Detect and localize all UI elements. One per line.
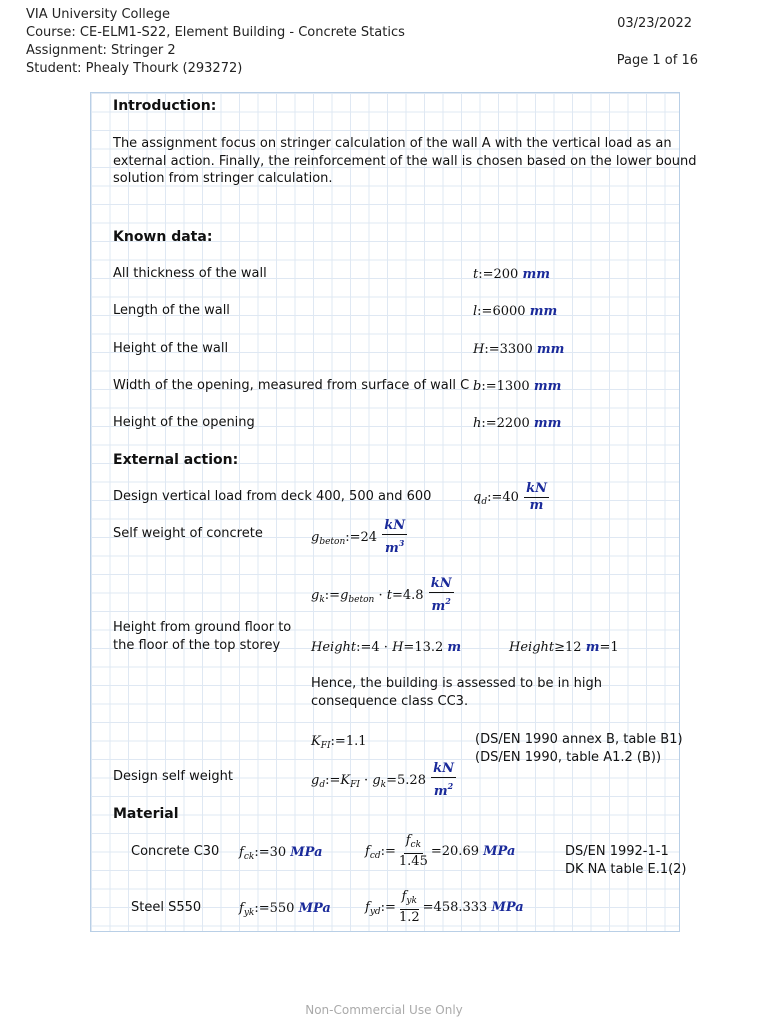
date: 03/23/2022 bbox=[617, 16, 692, 31]
external-heading: External action: bbox=[113, 452, 239, 468]
kfi-equation: $K_{FI}:=1.1$ bbox=[311, 734, 367, 751]
worksheet bbox=[90, 92, 697, 932]
kfi-ref-1: (DS/EN 1990 annex B, table B1) bbox=[475, 732, 683, 747]
document-header bbox=[26, 6, 405, 78]
steel-label: Steel S550 bbox=[131, 900, 202, 915]
known-label-thickness: All thickness of the wall bbox=[113, 266, 267, 281]
fck-equation: $f_{ck}:=30$ MPa bbox=[239, 845, 323, 862]
fcd-equation: $f_{cd}:=$ $\frac{f_{ck}}{1.45}$ =20.69 MPa bbox=[365, 833, 516, 869]
intro-heading: Introduction: bbox=[113, 98, 217, 114]
qd-label: Design vertical load from deck 400, 500 and 600 bbox=[113, 489, 432, 504]
known-eq-opening-height: h:=2200 mm bbox=[473, 416, 562, 431]
height-check: Height≥12 m=1 bbox=[509, 640, 619, 655]
intro-line-3: solution from stringer calculation. bbox=[113, 171, 333, 186]
gbeton-label: Self weight of concrete bbox=[113, 526, 263, 541]
height-label-1: Height from ground floor to bbox=[113, 620, 292, 635]
material-heading: Material bbox=[113, 806, 179, 822]
student: Student: Phealy Thourk (293272) bbox=[26, 61, 243, 76]
gd-equation: $g_d:=K_{FI} \cdot g_k=5.28$ $\frac{kN}{m^2}$ bbox=[311, 761, 454, 799]
course: Course: CE-ELM1-S22, Element Building - Concrete Statics bbox=[26, 25, 405, 40]
intro-line-1: The assignment focus on stringer calculation of the wall A with the vertical load as an bbox=[113, 136, 672, 151]
footer-watermark: Non-Commercial Use Only bbox=[305, 1003, 463, 1017]
qd-equation: $q_d:=40$ $\frac{kN}{m}$ bbox=[473, 481, 547, 513]
cc-line-2: consequence class CC3. bbox=[311, 694, 469, 709]
known-eq-length: l:=6000 mm bbox=[473, 304, 558, 319]
known-label-opening-width: Width of the opening, measured from surface of wall C bbox=[113, 378, 470, 393]
gbeton-equation: $g_{beton}:=24$ $\frac{kN}{m^3}$ bbox=[311, 518, 406, 556]
known-label-length: Length of the wall bbox=[113, 303, 230, 318]
gk-equation: $g_k:=g_{beton} \cdot t=4.8$ $\frac{kN}{m^2}$ bbox=[311, 576, 452, 614]
material-ref-2: DK NA table E.1(2) bbox=[565, 862, 687, 877]
known-eq-opening-width: b:=1300 mm bbox=[473, 379, 562, 394]
fyk-equation: $f_{yk}:=550$ MPa bbox=[239, 901, 331, 918]
known-label-height: Height of the wall bbox=[113, 341, 229, 356]
institution: VIA University College bbox=[26, 7, 170, 22]
intro-line-2: external action. Finally, the reinforcement of the wall is chosen based on the lower bound bbox=[113, 154, 697, 169]
fyd-equation: $f_{yd}:=$ $\frac{f_{yk}}{1.2}$ =458.333 MPa bbox=[365, 889, 524, 925]
known-heading: Known data: bbox=[113, 229, 213, 245]
gd-label: Design self weight bbox=[113, 769, 233, 784]
height-equation: Height:=4 · H=13.2 m bbox=[311, 640, 462, 655]
known-eq-height: H:=3300 mm bbox=[473, 342, 565, 357]
height-label-2: the floor of the top storey bbox=[113, 638, 281, 653]
kfi-ref-2: (DS/EN 1990, table A1.2 (B)) bbox=[475, 750, 662, 765]
assignment: Assignment: Stringer 2 bbox=[26, 43, 176, 58]
known-eq-thickness: t:=200 mm bbox=[473, 267, 550, 282]
known-label-opening-height: Height of the opening bbox=[113, 415, 255, 430]
cc-line-1: Hence, the building is assessed to be in high bbox=[311, 676, 602, 691]
material-ref-1: DS/EN 1992-1-1 bbox=[565, 844, 669, 859]
page-number: Page 1 of 16 bbox=[616, 53, 698, 68]
concrete-label: Concrete C30 bbox=[131, 844, 220, 859]
